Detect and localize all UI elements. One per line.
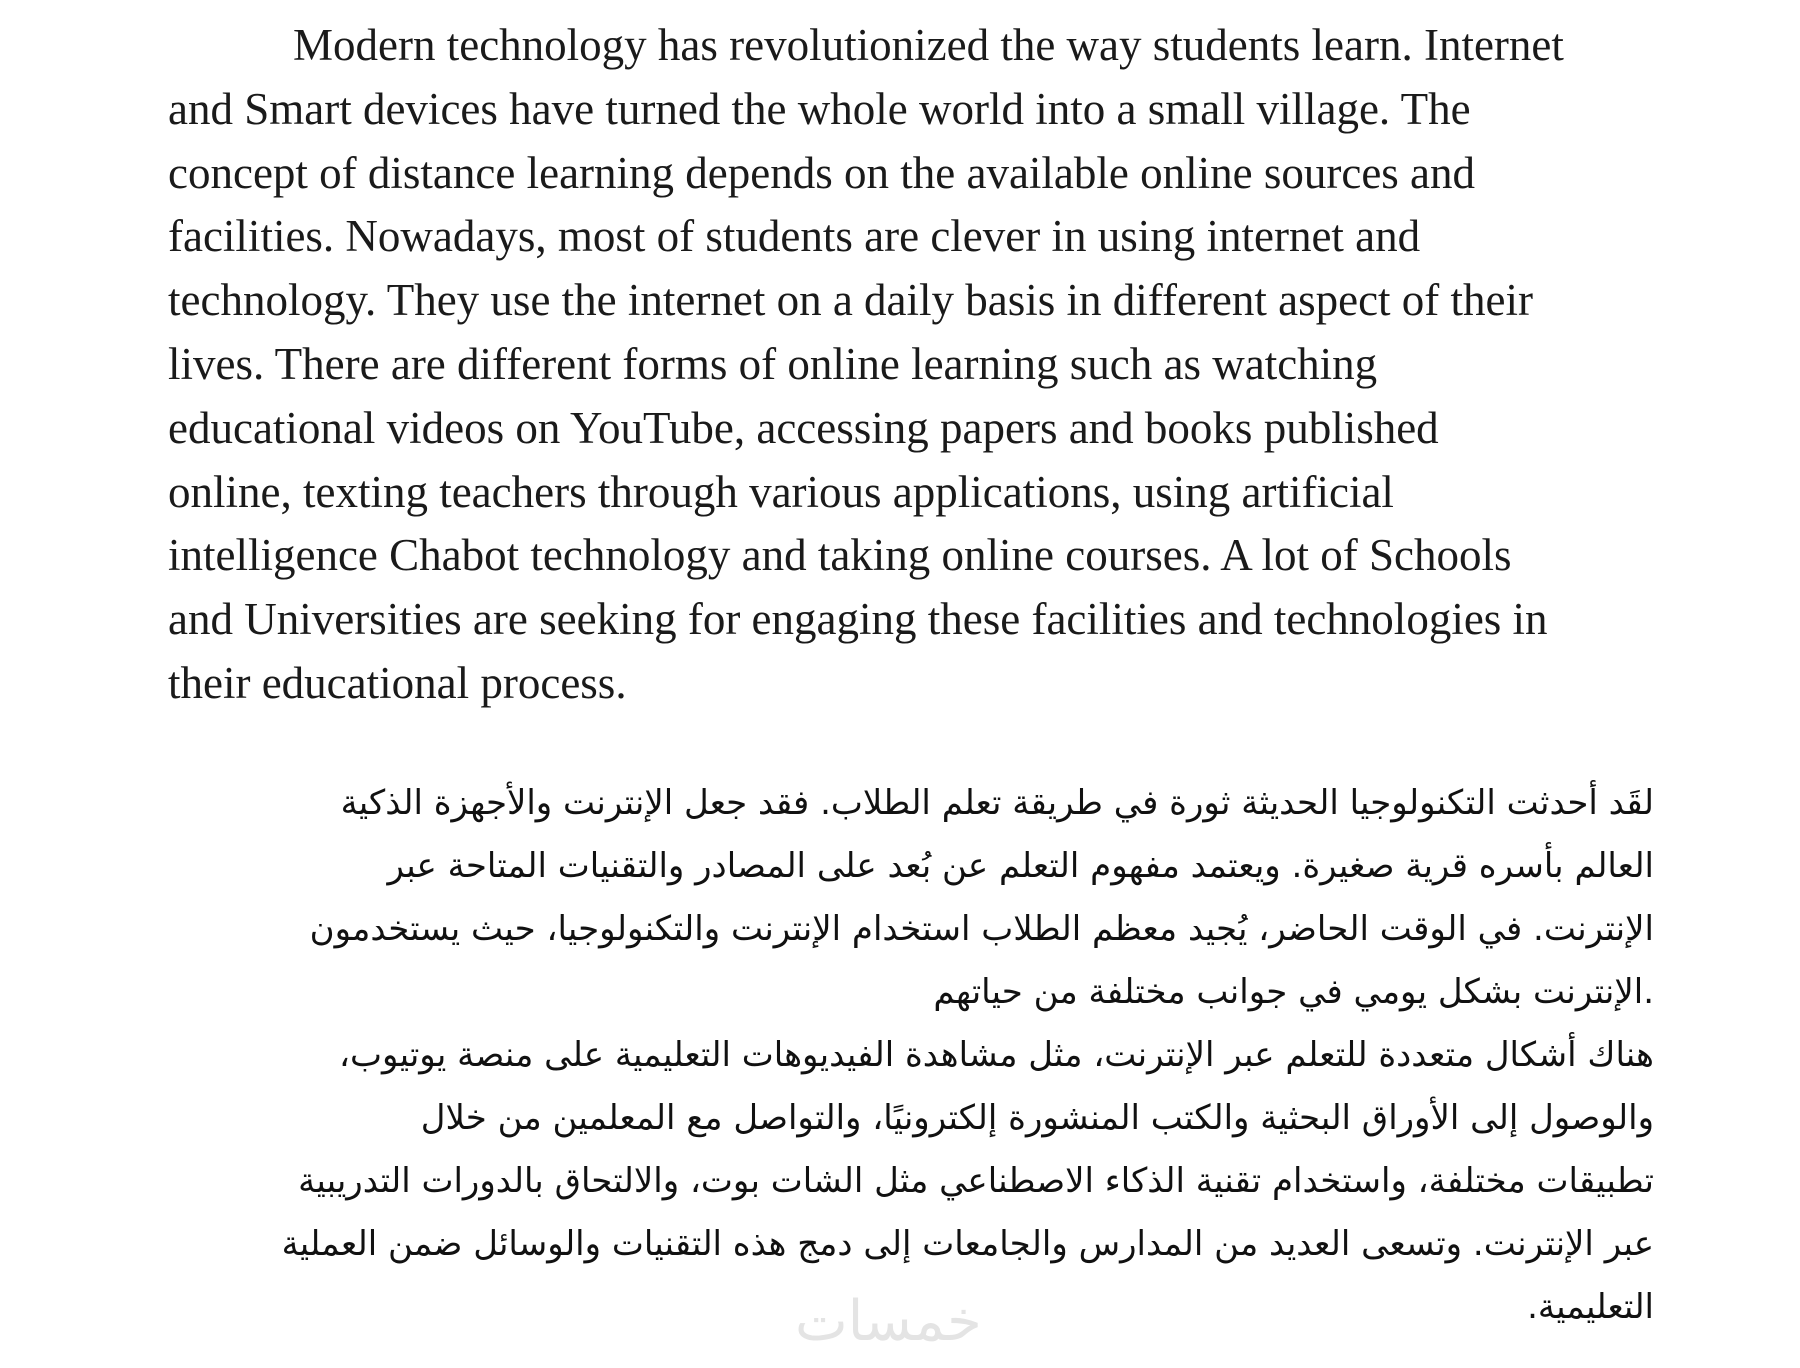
arabic-line: العالم بأسره قرية صغيرة. ويعتمد مفهوم التعلم عن بُعد على المصادر والتقنيات المتاحة عبر — [387, 846, 1654, 886]
arabic-line: عبر الإنترنت. وتسعى العديد من المدارس والجامعات إلى دمج هذه التقنيات والوسائل ضمن العملية — [281, 1224, 1654, 1264]
english-paragraph — [168, 14, 1658, 716]
arabic-line: .الإنترنت بشكل يومي في جوانب مختلفة من حياتهم — [933, 972, 1654, 1012]
arabic-line: لقَد أحدثت التكنولوجيا الحديثة ثورة في طريقة تعلم الطلاب. فقد جعل الإنترنت والأجهزة الذكية — [340, 783, 1654, 823]
english-line: educational videos on YouTube, accessing papers and books published — [168, 402, 1439, 453]
english-line: lives. There are different forms of online learning such as watching — [168, 338, 1378, 389]
arabic-line: الإنترنت. في الوقت الحاضر، يُجيد معظم الطلاب استخدام الإنترنت والتكنولوجيا، حيث يستخدمون — [309, 909, 1654, 949]
english-line: intelligence Chabot technology and taking online courses. A lot of Schools — [168, 530, 1512, 581]
english-line: their educational process. — [168, 657, 627, 708]
english-line: online, texting teachers through various applications, using artificial — [168, 466, 1394, 517]
english-line: and Smart devices have turned the whole world into a small village. The — [168, 83, 1471, 134]
arabic-line: والوصول إلى الأوراق البحثية والكتب المنشورة إلكترونيًا، والتواصل مع المعلمين من خلال — [420, 1098, 1654, 1138]
english-line: facilities. Nowadays, most of students are clever in using internet and — [168, 211, 1421, 262]
arabic-line: التعليمية. — [1527, 1287, 1654, 1327]
arabic-line: هناك أشكال متعددة للتعلم عبر الإنترنت، مثل مشاهدة الفيديوهات التعليمية على منصة يوتيوب، — [339, 1035, 1654, 1075]
english-line: concept of distance learning depends on the available online sources and — [168, 147, 1476, 198]
english-line: technology. They use the internet on a daily basis in different aspect of their — [168, 275, 1534, 326]
english-line: and Universities are seeking for engaging these facilities and technologies in — [168, 594, 1548, 645]
english-line: Modern technology has revolutionized the way students learn. Internet — [293, 20, 1564, 70]
arabic-line: تطبيقات مختلفة، واستخدام تقنية الذكاء الاصطناعي مثل الشات بوت، والالتحاق بالدورات التدريبية — [298, 1161, 1654, 1201]
watermark-logo: خمسات — [795, 1289, 982, 1354]
arabic-paragraph — [114, 772, 1654, 1339]
